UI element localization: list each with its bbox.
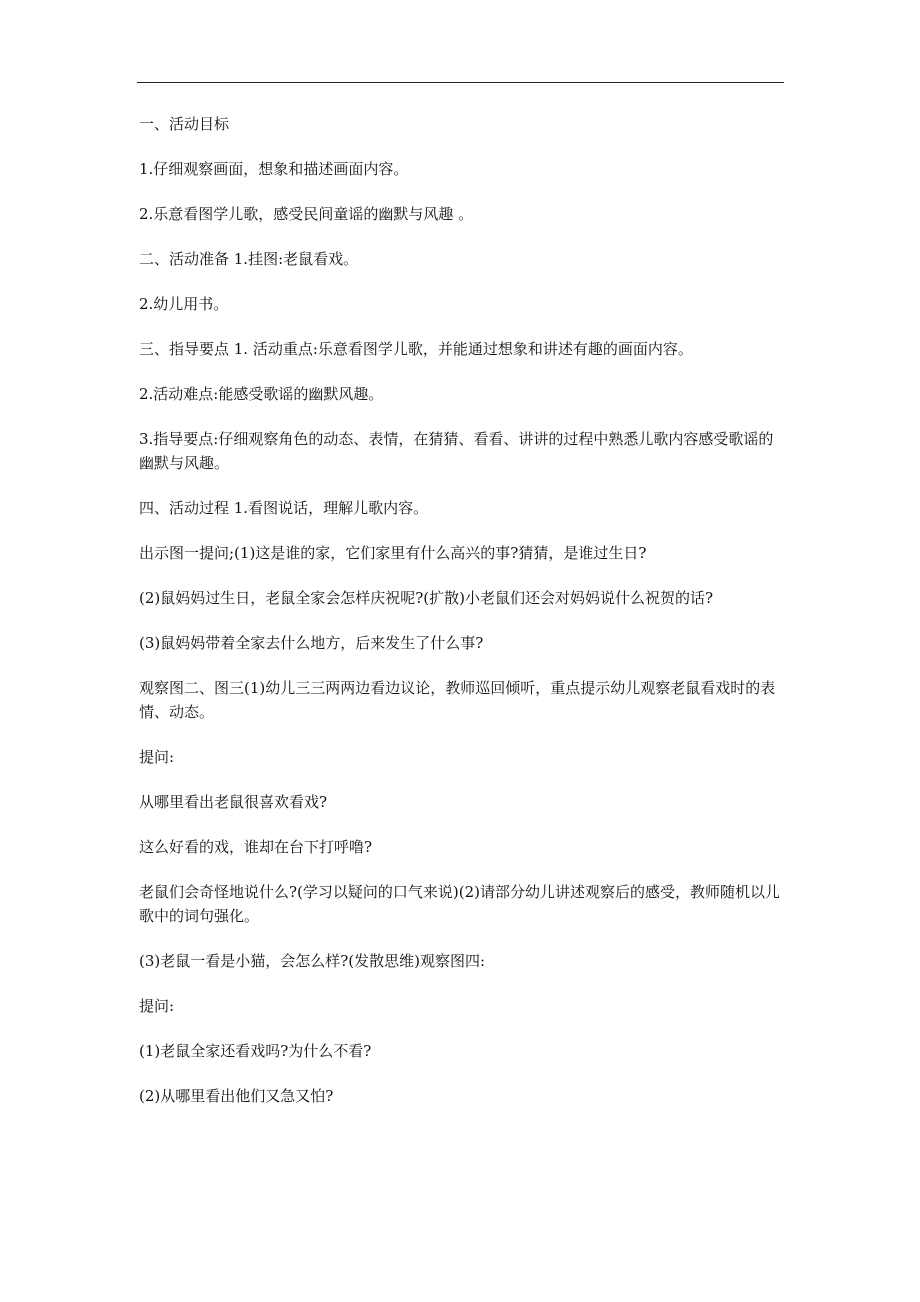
paragraph-observe-2-3: 观察图二、图三(1)幼儿三三两两边看边议论，教师巡回倾听，重点提示幼儿观察老鼠看戏时的表情、动态。 — [139, 679, 776, 721]
paragraph-question-label-2: 提问: — [139, 997, 175, 1015]
paragraph-process-q2: (2)鼠妈妈过生日，老鼠全家会怎样庆祝呢?(扩散)小老鼠们还会对妈妈说什么祝贺的话? — [139, 589, 714, 607]
paragraph-question-a: 从哪里看出老鼠很喜欢看戏? — [139, 793, 328, 811]
paragraph-process-q3: (3)鼠妈妈带着全家去什么地方，后来发生了什么事? — [139, 634, 484, 652]
paragraph-goal-1: 1.仔细观察画面，想象和描述画面内容。 — [139, 160, 409, 178]
header-rule — [137, 82, 784, 83]
paragraph-question-b: 这么好看的戏，谁却在台下打呼噜? — [139, 838, 373, 856]
section-heading-process: 四、活动过程 1.看图说话，理解儿歌内容。 — [139, 499, 429, 517]
paragraph-guidance-2: 2.活动难点:能感受歌谣的幽默风趣。 — [139, 385, 384, 403]
paragraph-question-label: 提问: — [139, 748, 175, 766]
paragraph-goal-2: 2.乐意看图学儿歌，感受民间童谣的幽默与风趣 。 — [139, 205, 474, 223]
section-heading-goals: 一、活动目标 — [139, 115, 230, 133]
section-heading-guidance: 三、指导要点 1. 活动重点:乐意看图学儿歌，并能通过想象和讲述有趣的画面内容。 — [139, 340, 693, 358]
paragraph-preparation-2: 2.幼儿用书。 — [139, 295, 229, 313]
paragraph-observe-4: (3)老鼠一看是小猫，会怎么样?(发散思维)观察图四: — [139, 952, 486, 970]
paragraph-guidance-3: 3.指导要点:仔细观察角色的动态、表情，在猜猜、看看、讲讲的过程中熟悉儿歌内容感受歌谣的幽默与风趣。 — [139, 430, 774, 472]
paragraph-question-d: (1)老鼠全家还看戏吗?为什么不看? — [139, 1042, 372, 1060]
section-heading-preparation: 二、活动准备 1.挂图:老鼠看戏。 — [139, 250, 359, 268]
paragraph-question-e: (2)从哪里看出他们又急又怕? — [139, 1087, 334, 1105]
paragraph-question-c: 老鼠们会奇怪地说什么?(学习以疑问的口气来说)(2)请部分幼儿讲述观察后的感受，教师随机以儿歌中的词句强化。 — [139, 883, 780, 925]
document-body — [139, 112, 787, 1129]
paragraph-process-q1: 出示图一提问;(1)这是谁的家，它们家里有什么高兴的事?猜猜，是谁过生日? — [139, 544, 647, 562]
